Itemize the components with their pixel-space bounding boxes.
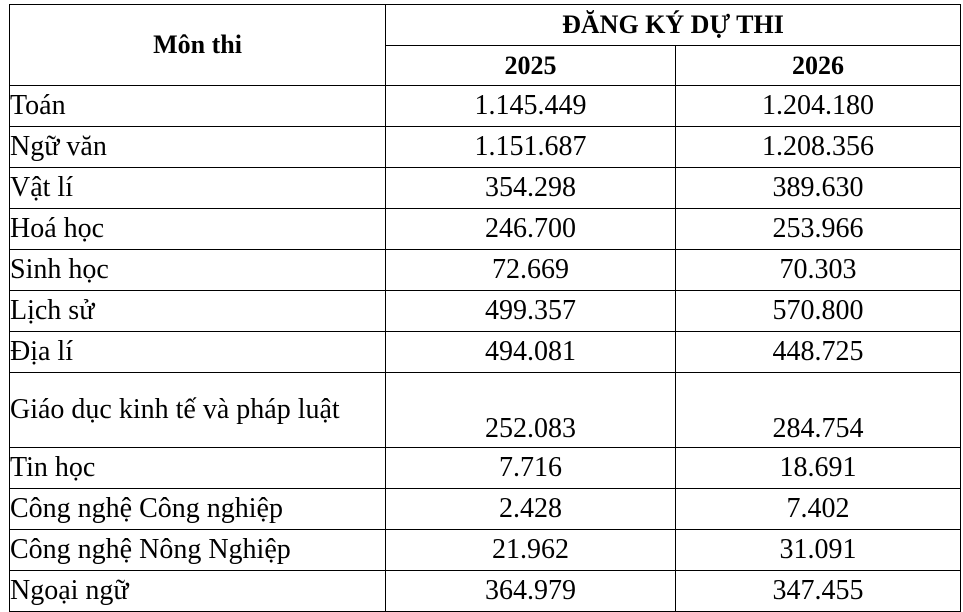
subject-cell: Vật lí [10,168,386,209]
value-2026-cell: 70.303 [676,250,961,291]
table-row [10,209,961,250]
subject-cell: Hoá học [10,209,386,250]
table-row [10,127,961,168]
subject-cell: Địa lí [10,332,386,373]
subject-cell: Tin học [10,448,386,489]
table-row [10,250,961,291]
value-2026-cell: 1.204.180 [676,86,961,127]
value-2025-cell: 21.962 [386,530,676,571]
table-row [10,448,961,489]
subject-cell: Ngữ văn [10,127,386,168]
value-2025-cell: 499.357 [386,291,676,332]
table-row [10,373,961,448]
table-row [10,571,961,612]
value-2026-cell: 7.402 [676,489,961,530]
value-2025-cell: 246.700 [386,209,676,250]
value-2026-cell: 284.754 [676,373,961,448]
table-row [10,489,961,530]
subject-cell: Giáo dục kinh tế và pháp luật [10,373,386,448]
value-2025-cell: 2.428 [386,489,676,530]
subject-cell: Sinh học [10,250,386,291]
value-2026-cell: 31.091 [676,530,961,571]
registration-group-header: ĐĂNG KÝ DỰ THI [386,5,961,46]
value-2025-cell: 1.151.687 [386,127,676,168]
value-2025-cell: 7.716 [386,448,676,489]
value-2026-cell: 253.966 [676,209,961,250]
value-2026-cell: 389.630 [676,168,961,209]
value-2025-cell: 364.979 [386,571,676,612]
value-2026-cell: 1.208.356 [676,127,961,168]
table-row [10,168,961,209]
table-row [10,291,961,332]
subject-cell: Ngoại ngữ [10,571,386,612]
value-2026-cell: 18.691 [676,448,961,489]
value-2025-cell: 1.145.449 [386,86,676,127]
subject-cell: Toán [10,86,386,127]
value-2025-cell: 72.669 [386,250,676,291]
value-2026-cell: 570.800 [676,291,961,332]
table-row [10,86,961,127]
subject-column-header: Môn thi [10,5,386,86]
value-2025-cell: 252.083 [386,373,676,448]
value-2026-cell: 347.455 [676,571,961,612]
table-row [10,530,961,571]
table-row [10,332,961,373]
subject-cell: Lịch sử [10,291,386,332]
subject-cell: Công nghệ Nông Nghiệp [10,530,386,571]
year-2025-header: 2025 [386,46,676,86]
value-2025-cell: 354.298 [386,168,676,209]
value-2025-cell: 494.081 [386,332,676,373]
value-2026-cell: 448.725 [676,332,961,373]
subject-cell: Công nghệ Công nghiệp [10,489,386,530]
exam-registration-table [9,4,961,612]
year-2026-header: 2026 [676,46,961,86]
